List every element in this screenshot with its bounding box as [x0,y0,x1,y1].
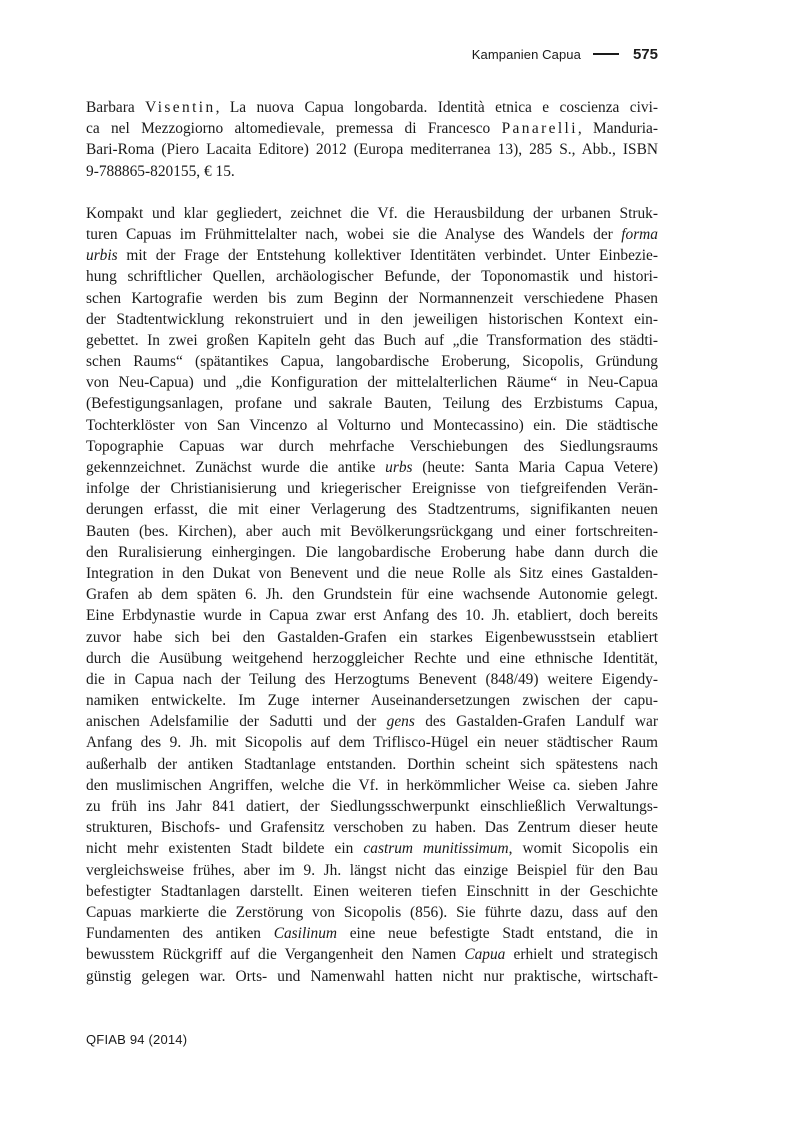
review-line: anischen Adelsfamilie der Sadutti und der gens des Gastalden-Grafen Landulf war [86,713,658,731]
paragraph-gap [86,182,658,203]
review-line: Kompakt und klar gegliedert, zeichnet die Vf. die Herausbildung der urbanen Struk- [86,204,658,222]
review-line: günstig gelegen war. Orts- und Namenwahl hatten nicht nur praktische, wirtschaft- [86,967,658,985]
review-line: (Befestigungsanlagen, profane und sakrale Bauten, Teilung des Erzbistums Capua, [86,395,658,413]
review-line: Integration in den Dukat von Benevent und die neue Rolle als Sitz eines Gastalden- [86,564,658,582]
review-line: die in Capua nach der Teilung des Herzogtums Benevent (848/49) weitere Eigendy- [86,670,658,688]
review-line: schen Kartografie werden bis zum Beginn der Normannenzeit verschiedene Phasen [86,289,658,307]
author-name: Visentin [145,99,216,116]
journal-footer: QFIAB 94 (2014) [86,1032,188,1047]
citation-line: Barbara Visentin, La nuova Capua longobarda. Identità etnica e coscienza civi- [86,99,658,116]
review-line: Bauten (bes. Kirchen), aber auch mit Bevölkerungsrückgang und einer fortschreiten- [86,522,658,540]
review-line: Anfang des 9. Jh. mit Sicopolis auf dem Triflisco-Hügel ein neuer städtischer Raum [86,734,658,752]
review-line: urbis mit der Frage der Entstehung kollektiver Identitäten verbindet. Unter Einbezie- [86,247,658,265]
review-line: zuvor habe sich bei den Gastalden-Grafen ein starkes Eigenbewusstsein etabliert [86,628,658,646]
review-line: nicht mehr existenten Stadt bildete ein castrum munitissimum, womit Sicopolis ein [86,840,659,858]
review-line: vergleichsweise frühes, aber im 9. Jh. längst nicht das einzige Beispiel für den Bau [86,861,658,879]
citation-line: ca nel Mezzogiorno altomedievale, premessa di Francesco Panarelli, Manduria- [86,120,659,138]
review-line: den muslimischen Angriffen, welche die Vf. in herkömmlicher Weise ca. sieben Jahre [86,776,658,794]
editor-name: Panarelli [501,120,578,138]
review-line: Fundamenten des antiken Casilinum eine neue befestigte Stadt entstand, die in [86,925,659,943]
bibliographic-citation [86,97,658,182]
review-line: durch die Ausübung weitgehend herzoggleicher Rechte und eine ethnische Identität, [86,649,658,667]
running-header [86,42,658,66]
page-body [86,97,658,987]
review-line: strukturen, Bischofs- und Grafensitz verschoben zu haben. Das Zentrum dieser heute [86,819,658,837]
review-line: Eine Erbdynastie wurde in Capua zwar erst Anfang des 10. Jh. etabliert, doch bereits [86,607,658,625]
review-line: der Stadtentwicklung rekonstruiert und in den jeweiligen historischen Kontext ein- [86,310,658,328]
review-line: den Ruralisierung einhergingen. Die langobardische Eroberung habe dann durch die [86,543,658,561]
review-line: Tochterklöster von San Vincenzo al Volturno und Montecassino) ein. Die städtische [86,416,658,434]
review-paragraph [86,203,658,987]
review-line: hung schriftlicher Quellen, archäologischer Befunde, der Toponomastik und histori- [86,268,658,286]
review-line: zu früh ins Jahr 841 datiert, der Siedlungsschwerpunkt einschließlich Verwaltungs- [86,798,658,815]
review-line: gebettet. In zwei großen Kapiteln geht das Buch auf „die Transformation des städti- [86,331,658,349]
review-line: von Neu-Capua) und „die Konfiguration der mittelalterlichen Räume“ in Neu-Capua [86,374,658,392]
review-line: Grafen ab dem späten 6. Jh. den Grundstein für eine wachsende Autonomie gelegt. [86,586,658,604]
review-line: Topographie Capuas war durch mehrfache Verschiebungen des Siedlungsraums [86,437,658,455]
citation-line: Bari-Roma (Piero Lacaita Editore) 2012 (Europa mediterranea 13), 285 S., Abb., ISBN [86,141,658,159]
review-line: bewusstem Rückgriff auf die Vergangenheit den Namen Capua erhielt und strategisch [86,946,658,964]
review-line: infolge der Christianisierung und kriegerischer Ereignisse von tiefgreifenden Verän- [86,480,658,498]
review-line: derungen erfasst, die mit einer Verlagerung des Stadtzentrums, signifikanten neuen [86,501,658,519]
page-number: 575 [632,45,658,63]
header-rule [593,53,619,55]
citation-line: 9-788865-820155, € 15. [86,162,235,180]
section-title: Kampanien Capua [471,46,581,62]
review-line: gekennzeichnet. Zunächst wurde die antike urbs (heute: Santa Maria Capua Vetere) [86,459,658,476]
review-line: schen Raums“ (spätantikes Capua, langobardische Eroberung, Sicopolis, Gründung [86,353,658,371]
review-line: turen Capuas im Frühmittelalter nach, wobei sie die Analyse des Wandels der forma [86,225,658,243]
review-line: befestigter Stadtanlagen darstellt. Einen weiteren tiefen Einschnitt in der Geschichte [86,882,658,900]
review-line: Capuas markierte die Zerstörung von Sicopolis (856). Sie führte dazu, dass auf den [86,903,658,921]
review-line: außerhalb der antiken Stadtanlage entstanden. Dorthin scheint sich spätestens nach [86,755,658,773]
review-line: namiken entwickelte. Im Zuge interner Auseinandersetzungen zwischen der capu- [86,692,658,710]
